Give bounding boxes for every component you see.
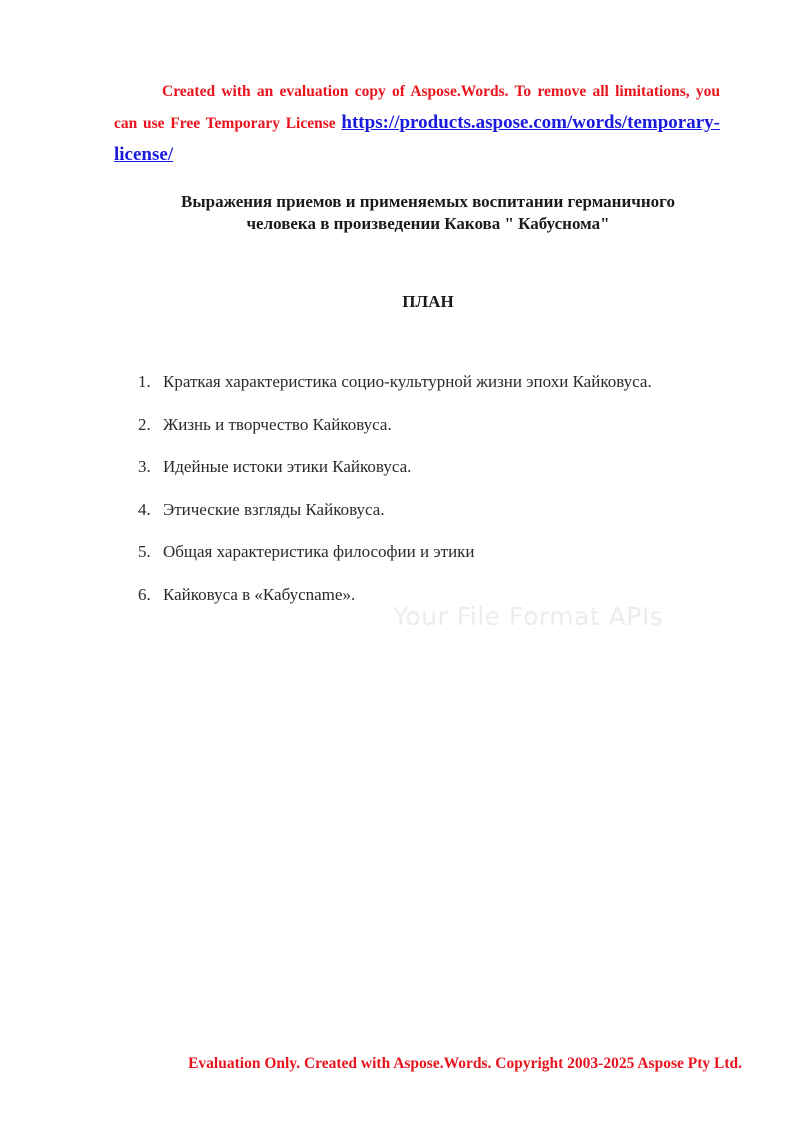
- plan-item: [138, 454, 652, 497]
- plan-list: [138, 369, 652, 624]
- plan-item-text: Кайковуса в «Кабусname».: [163, 584, 356, 604]
- plan-item-number: 1.: [138, 372, 151, 391]
- plan-item-number: 3.: [138, 457, 151, 476]
- plan-item: [138, 539, 652, 582]
- evaluation-notice-text: Created with an evaluation copy of Aspose.Words. To remove all limitations, you can use Free Temporary License: [114, 83, 720, 132]
- document-title-line-2: человека в произведении Какова " Кабуснома": [246, 214, 610, 233]
- temporary-license-link[interactable]: https://products.aspose.com/words/temporary-license/: [114, 112, 720, 165]
- plan-heading: ПЛАН: [402, 292, 454, 311]
- document-title-line-1: Выражения приемов и применяемых воспитании германичного: [181, 192, 675, 211]
- plan-item-text: Краткая характеристика социо-культурной жизни эпохи Кайковуса.: [163, 372, 652, 391]
- plan-item-text: Идейные истоки этики Кайковуса.: [163, 457, 412, 476]
- plan-item-number: 4.: [138, 499, 151, 519]
- evaluation-notice: [114, 76, 720, 171]
- plan-item-number: 6.: [138, 584, 151, 604]
- plan-item-number: 5.: [138, 542, 151, 561]
- watermark: Your File Format APIs: [393, 602, 664, 631]
- plan-item: [138, 412, 652, 455]
- plan-item-text: Жизнь и творчество Кайковуса.: [163, 414, 392, 434]
- plan-item-text: Общая характеристика философии и этики: [163, 542, 475, 561]
- plan-item: [138, 369, 652, 412]
- plan-item-text: Этические взгляды Кайковуса.: [163, 499, 385, 519]
- document-title: [114, 191, 742, 235]
- plan-item-number: 2.: [138, 414, 151, 434]
- footer-evaluation-notice: Evaluation Only. Created with Aspose.Words. Copyright 2003-2025 Aspose Pty Ltd.: [188, 1055, 742, 1072]
- plan-item: [138, 497, 652, 540]
